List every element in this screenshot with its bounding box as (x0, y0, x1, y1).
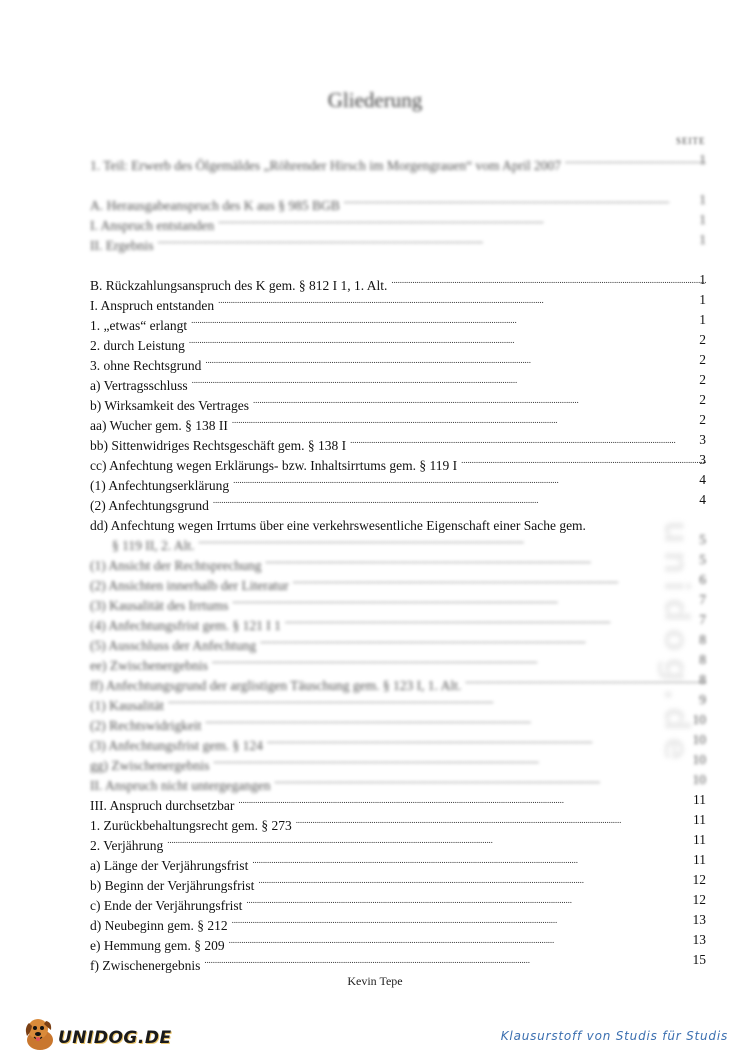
toc-entry-text: (2) Anfechtungsgrund (90, 498, 209, 513)
toc-entry-page: 1 (699, 192, 706, 207)
toc-entry (90, 150, 706, 173)
toc-leader (191, 310, 706, 330)
toc-entry-text: (1) Kausalität (90, 698, 164, 713)
toc-entry (90, 650, 706, 673)
toc-entry-page: 15 (692, 952, 706, 967)
toc-entry-text: d) Neubeginn gem. § 212 (90, 918, 228, 933)
toc-entry (90, 390, 706, 413)
page-column-header: SEITE (676, 136, 706, 146)
toc-entry-text: A. Herausgabeanspruch des K aus § 985 BGB (90, 198, 340, 213)
toc-entry-page: 2 (699, 332, 706, 347)
toc-entry-text: aa) Wucher gem. § 138 II (90, 418, 228, 433)
logo-text: UNIDOG.DE (58, 1028, 172, 1048)
toc-entry-page: 12 (692, 892, 706, 907)
toc-leader (229, 930, 706, 950)
tagline: Klausurstoff von Studis für Studis (500, 1029, 728, 1043)
toc-entry-text: 1. Zurückbehaltungsrecht gem. § 273 (90, 818, 292, 833)
toc-entry (90, 770, 706, 793)
toc-entry-page: 2 (699, 372, 706, 387)
toc-entry-page: 11 (693, 792, 706, 807)
toc-entry (90, 270, 706, 293)
toc-entry (90, 290, 706, 313)
toc-entry-page: 10 (692, 732, 706, 747)
toc-entry-page: 6 (699, 572, 706, 587)
toc-entry-page: 1 (699, 272, 706, 287)
toc-leader (189, 330, 706, 350)
toc-entry (90, 330, 706, 353)
toc-entry-page: 11 (693, 832, 706, 847)
toc-entry-page: 1 (699, 232, 706, 247)
toc-entry-page: 8 (699, 632, 706, 647)
toc-leader (212, 650, 706, 670)
toc-leader (296, 810, 706, 830)
toc-entry-text: II. Anspruch nicht untergegangen (90, 778, 271, 793)
toc-entry-page: 5 (699, 532, 706, 547)
toc-leader (218, 290, 706, 310)
toc-leader (233, 470, 706, 490)
toc-entry-text: (5) Ausschluss der Anfechtung (90, 638, 257, 653)
toc-entry (90, 310, 706, 333)
toc-entry (90, 610, 706, 633)
toc-leader (213, 750, 706, 770)
toc-entry-page: 4 (699, 492, 706, 507)
toc-entry (90, 750, 706, 773)
toc-entry (90, 190, 706, 213)
author-name: Kevin Tepe (347, 974, 403, 988)
toc-entry-text: (4) Anfechtungsfrist gem. § 121 I 1 (90, 618, 281, 633)
toc-entry-page: 3 (699, 452, 706, 467)
toc-entry-page: 8 (699, 652, 706, 667)
toc-entry (90, 410, 706, 433)
toc-leader (192, 370, 706, 390)
toc-leader (285, 610, 706, 630)
toc-entry-page: 1 (699, 292, 706, 307)
page-title: Gliederung (327, 88, 423, 112)
toc-entry-page: 3 (699, 432, 706, 447)
toc-entry-page: 2 (699, 352, 706, 367)
toc-entry-text: a) Länge der Verjährungsfrist (90, 858, 249, 873)
toc-entry (112, 530, 706, 553)
toc-leader (350, 430, 706, 450)
toc-entry (90, 350, 706, 373)
toc-entry (90, 690, 706, 713)
toc-leader (258, 870, 706, 890)
toc-entry-page: 2 (699, 392, 706, 407)
toc-entry-text: ee) Zwischenergebnis (90, 658, 208, 673)
toc-entry (90, 570, 706, 593)
toc-entry-text: cc) Anfechtung wegen Erklärungs- bzw. Inhaltsirrtums gem. § 119 I (90, 458, 458, 473)
toc-leader (232, 910, 706, 930)
toc-entry-text: b) Beginn der Verjährungsfrist (90, 878, 255, 893)
toc-entry-page: 10 (692, 772, 706, 787)
toc-entry-text: (2) Ansichten innerhalb der Literatur (90, 578, 289, 593)
toc-entry-text: bb) Sittenwidriges Rechtsgeschäft gem. § 138 I (90, 438, 347, 453)
toc-entry-text: dd) Anfechtung wegen Irrtums über eine verkehrswesentliche Eigenschaft einer Sache gem. (90, 518, 586, 533)
toc-leader (253, 390, 706, 410)
toc-entry-text: 3. ohne Rechtsgrund (90, 358, 202, 373)
toc-leader (265, 550, 706, 570)
toc-entry (90, 790, 706, 813)
toc-entry-text: (1) Ansicht der Rechtsprechung (90, 558, 262, 573)
toc-leader (391, 270, 706, 290)
toc-entry-text: I. Anspruch entstanden (90, 218, 215, 233)
toc-leader (167, 830, 706, 850)
toc-entry-page: 8 (699, 672, 706, 687)
watermark: unidog.de (656, 520, 696, 767)
toc-entry-text: gg) Zwischenergebnis (90, 758, 210, 773)
toc-entry-text: f) Zwischenergebnis (90, 958, 201, 973)
toc-entry-text: (1) Anfechtungserklärung (90, 478, 230, 493)
toc-entry-text: 1. „etwas“ erlangt (90, 318, 188, 333)
toc-leader (274, 770, 706, 790)
toc-leader (213, 490, 706, 510)
toc-entry-page: 12 (692, 872, 706, 887)
toc-entry (90, 810, 706, 833)
toc-leader (246, 890, 706, 910)
toc-entry-page: 10 (692, 752, 706, 767)
toc-entry-text: III. Anspruch durchsetzbar (90, 798, 235, 813)
toc-entry (90, 710, 706, 733)
toc-entry-text: ff) Anfechtungsgrund der arglistigen Täuschung gem. § 123 I, 1. Alt. (90, 678, 462, 693)
toc-leader (238, 790, 706, 810)
toc-leader (344, 190, 706, 210)
unidog-logo[interactable] (22, 1014, 172, 1054)
toc-leader (465, 670, 706, 690)
toc-entry (90, 930, 706, 953)
toc-entry-text: 2. Verjährung (90, 838, 164, 853)
toc-entry (90, 870, 706, 893)
toc-entry-page: 1 (699, 212, 706, 227)
toc-leader (205, 710, 706, 730)
toc-leader (590, 510, 706, 530)
toc-leader (232, 410, 706, 430)
toc-leader (252, 850, 706, 870)
toc-entry-page: 1 (699, 152, 706, 167)
toc-entry (90, 910, 706, 933)
toc-entry (90, 730, 706, 753)
toc-entry-text: c) Ende der Verjährungsfrist (90, 898, 243, 913)
toc-entry-page: 1 (699, 312, 706, 327)
toc-entry (90, 510, 706, 533)
toc-entry (90, 830, 706, 853)
toc-entry-text: B. Rückzahlungsanspruch des K gem. § 812 I 1, 1. Alt. (90, 278, 388, 293)
toc-leader (168, 690, 706, 710)
toc-entry-text: § 119 II, 2. Alt. (112, 538, 195, 553)
toc-leader (293, 570, 706, 590)
toc-leader (267, 730, 706, 750)
toc-entry-text: a) Vertragsschluss (90, 378, 188, 393)
toc-entry-page: 7 (699, 592, 706, 607)
toc-entry-text: (3) Anfechtungsfrist gem. § 124 (90, 738, 263, 753)
toc-entry-text: b) Wirksamkeit des Vertrages (90, 398, 250, 413)
toc-entry (90, 470, 706, 493)
toc-entry (90, 370, 706, 393)
toc-leader (205, 350, 706, 370)
toc-leader (158, 230, 707, 250)
toc-entry (90, 950, 706, 973)
toc-entry (90, 210, 706, 233)
toc-entry (90, 490, 706, 513)
toc-entry (90, 850, 706, 873)
toc-entry-page: 2 (699, 412, 706, 427)
toc-entry (90, 230, 706, 253)
toc-entry-text: (3) Kausalität des Irrtums (90, 598, 229, 613)
toc-leader (461, 450, 706, 470)
toc-leader (260, 630, 706, 650)
toc-entry-text: II. Ergebnis (90, 238, 154, 253)
toc-entry-text: 1. Teil: Erwerb des Ölgemäldes „Röhrender Hirsch im Morgengrauen“ vom April 2007 (90, 158, 561, 173)
toc-entry (90, 550, 706, 573)
toc-entry (90, 670, 706, 693)
toc-entry-page: 9 (699, 692, 706, 707)
toc-leader (232, 590, 706, 610)
toc-entry (90, 450, 706, 473)
toc-entry (90, 890, 706, 913)
toc-entry-text: e) Hemmung gem. § 209 (90, 938, 225, 953)
toc-entry (90, 590, 706, 613)
toc-leader (204, 950, 706, 970)
toc-entry-page: 5 (699, 552, 706, 567)
toc-entry-text: 2. durch Leistung (90, 338, 185, 353)
toc-entry-text: I. Anspruch entstanden (90, 298, 215, 313)
toc-entry-text: (2) Rechtswidrigkeit (90, 718, 202, 733)
toc-entry (90, 430, 706, 453)
toc-entry-page: 10 (692, 712, 706, 727)
toc-entry-page: 11 (693, 812, 706, 827)
toc-entry-page: 11 (693, 852, 706, 867)
toc-entry (90, 630, 706, 653)
toc-leader (218, 210, 706, 230)
toc-entry-page: 13 (692, 912, 706, 927)
toc-entry-page: 7 (699, 612, 706, 627)
toc-entry-page: 4 (699, 472, 706, 487)
toc-leader (198, 530, 706, 550)
toc-entry-page: 13 (692, 932, 706, 947)
